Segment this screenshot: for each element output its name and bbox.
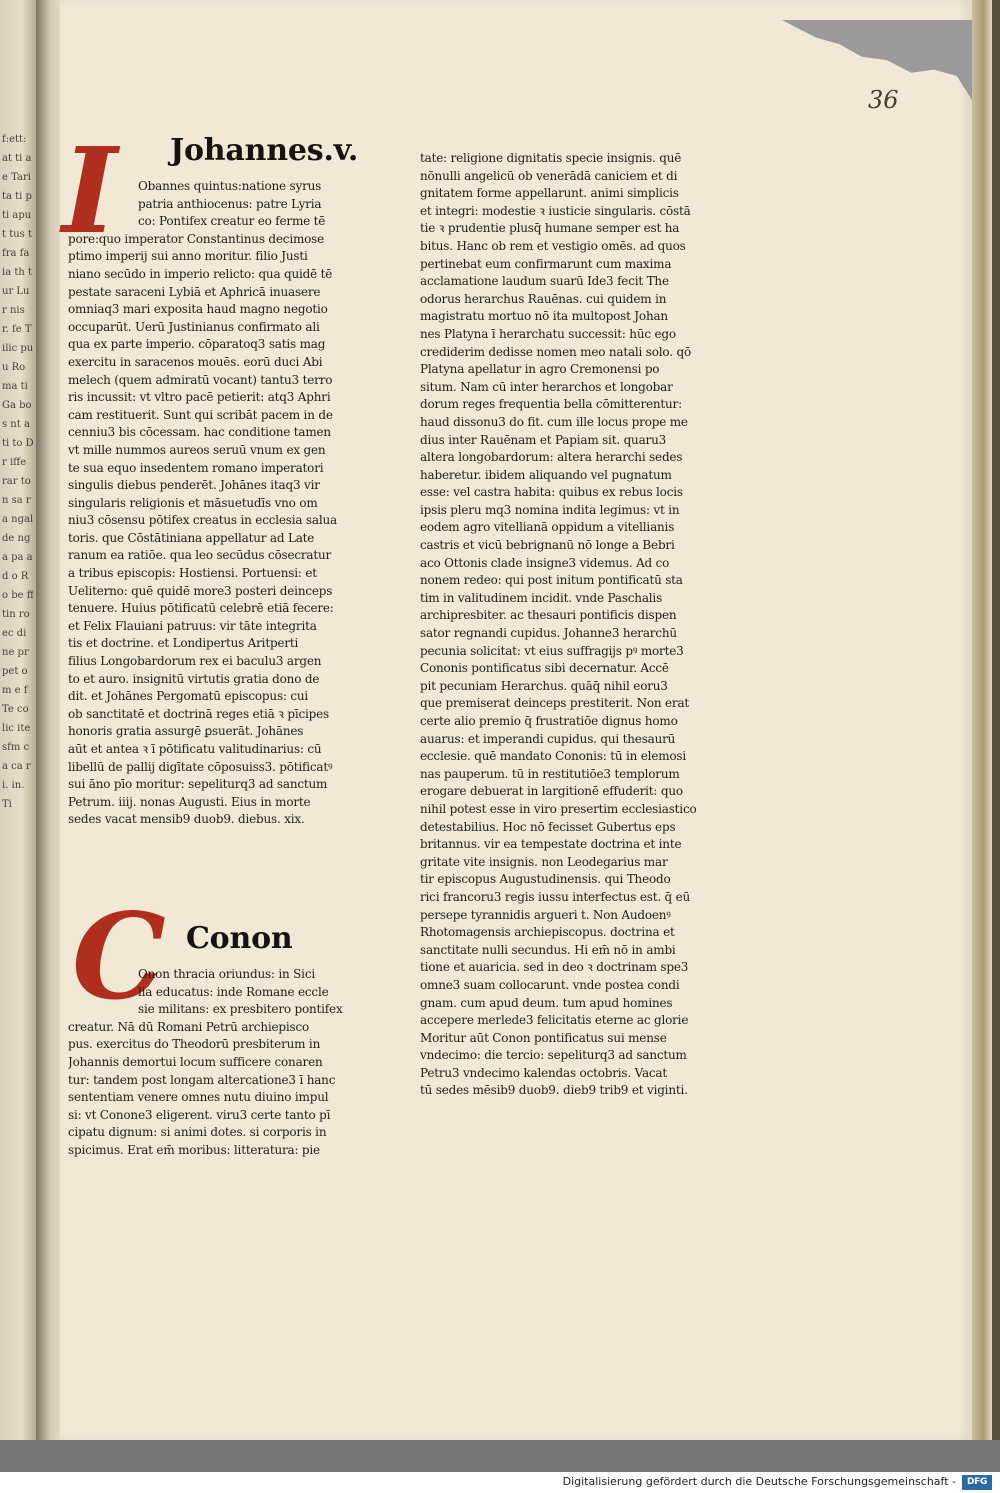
text-line: pestate saraceni Lybiā et Aphricā inuasere [68,284,321,299]
text-line: pecunia solicitat: vt eius suffragijs pꝰ morte3 [420,643,684,658]
text-line: dius inter Rauēnam et Papiam sit. quaru3 [420,432,667,447]
text-line: tim in valitudinem incidit. vnde Paschalis [420,590,663,605]
text-line: magistratu mortuo nō ita multopost Johan [420,309,668,324]
text-line: et Felix Flauiani patruus: vir tāte integrita [68,618,317,633]
book-cover-edge [992,0,1000,1440]
text-line: creatur. Nā dū Romani Petrū archiepisco [68,1019,310,1034]
text-line: detestabilius. Hoc nō fecisset Gubertus eps [420,819,676,834]
text-line: gnitatem forme appellarunt. animi simplicis [420,186,679,201]
text-line: aco Ottonis clade insigne3 videmus. Ad co [420,555,670,570]
text-line: patria anthiocenus: patre Lyria [138,196,322,211]
text-line: haberetur. ibidem aliquando vel pugnatum [420,467,672,482]
text-line: cam restituerit. Sunt qui scribāt pacem in de [68,407,333,422]
text-line: ris incussit: vt vltro pacē petierit: atq3 Aphri [68,390,331,405]
text-line: nonem redeo: qui post initum pontificatū sta [420,573,683,588]
text-line: tie ꝛ prudentie plusq̄ humane semper est ha [420,221,680,236]
text-line: tate: religione dignitatis specie insignis. quē [420,151,682,165]
text-line: filius Longobardorum rex ei baculu3 argen [68,654,322,669]
text-line: archipresbiter. ac thesauri pontificis dispen [420,608,677,623]
text-line: niano secūdo in imperio relicto: qua quidē tē [68,266,333,281]
conon-text-continued [420,150,756,1100]
text-line: Platyna apellatur in agro Cremonensi po [420,362,660,377]
text-line: esse: vel castra habita: quibus ex rebus locis [420,485,683,500]
text-line: cenniu3 bis cōcessam. hac conditione tamen [68,425,331,440]
text-line: honoris gratia assurgē ꝑsuerāt. Johānes [68,724,304,739]
text-line: Moritur aūt Conon pontificatus sui mense [420,1030,667,1045]
credit-text: Digitalisierung gefördert durch die Deutsche Forschungsgemeinschaft - [562,1475,956,1488]
text-line: castris et vicū bebrignanū nō longe a Bebri [420,538,675,553]
text-line: Rhotomagensis archiepiscopus. doctrina et [420,925,675,940]
text-line: dorum reges frequentia bella cōmitterentur: [420,397,682,412]
text-line: singulis diebus penderēt. Johānes itaq3 vir [68,478,320,493]
text-line: Johannis demortui locum sufficere conaren [68,1054,323,1069]
text-line: spicimus. Erat em̄ moribus: litteratura: pie [68,1142,320,1157]
text-line: altera longobardorum: altera herarchi sedes [420,450,683,465]
johannes-text [68,178,404,829]
text-line: a tribus episcopis: Hostiensi. Portuensi: et [68,566,317,581]
text-line: tur: tandem post longam altercatione3 ī hanc [68,1072,336,1087]
text-line: eodem agro vitellianā oppidum a vitellianis [420,520,675,535]
text-line: omne3 suam collocarunt. vnde postea condi [420,977,680,992]
text-line: cipatu dignum: si animi dotes. si corporis in [68,1125,327,1140]
text-line: sie militans: ex presbitero pontifex [138,1002,343,1017]
text-line: Onon thracia oriundus: in Sici [138,967,315,981]
text-line: sator regnandi cupidus. Johanne3 herarchū [420,626,677,641]
text-line: odorus herarchus Rauēnas. cui quidem in [420,291,667,306]
text-line: auarus: et imperandi cupidus. qui thesaurū [420,731,676,746]
text-line: situm. Nam cū inter herarchos et longobar [420,379,673,394]
column-right [420,150,756,1100]
text-line: certe alio premio q̄ frustratiōe dignus homo [420,714,678,728]
text-line: et integri: modestie ꝛ iusticie singularis. cōstā [420,203,691,218]
dfg-logo: DFG [962,1475,992,1490]
text-line: ranum ea ratiōe. qua leo secūdus cōsecratur [68,548,332,563]
text-line: Cononis pontificatus sibi decernatur. Accē [420,661,669,676]
text-line: omniaq3 mari exposita haud magno negotio [68,302,328,317]
text-line: haud dissonu3 do fit. cum ille locus prope me [420,414,688,429]
text-line: sententiam venere omnes nutu diuino impul [68,1090,329,1105]
text-line: nes Platyna ī herarchatu successit: hūc ego [420,326,676,341]
text-line: niu3 cōsensu pōtifex creatus in ecclesia salua [68,513,337,528]
text-line: pertinebat eum confirmarunt cum maxima [420,256,672,271]
text-line: co: Pontifex creatur eo ferme tē [138,214,326,229]
text-line: nihil potest esse in viro presertim ecclesiastico [420,801,697,816]
text-line: rici francoru3 regis iussu interfectus est. q̄ eū [420,889,691,904]
text-line: tū sedes mēsib9 duob9. dieb9 trib9 et viginti. [420,1083,688,1098]
text-line: sanctitate nulli secundus. Hi em̄ nō in ambi [420,942,676,957]
text-line: accepere merlede3 felicitatis eterne ac glorie [420,1013,689,1028]
text-line: pore:quo imperator Constantinus decimose [68,231,325,246]
column-left-lower [68,912,404,1160]
text-line: tis et doctrine. et Londipertus Aritperti [68,636,299,651]
text-line: sedes vacat mensib9 duob9. diebus. xix. [68,812,305,827]
text-line: ptimo imperij sui anno moritur. filio Justi [68,249,308,264]
heading-johannes: Johannes.v. [170,133,359,168]
text-line: lia educatus: inde Romane eccle [138,984,329,999]
scan-bottom-margin [0,1440,1000,1472]
text-line: Obannes quintus:natione syrus [138,179,322,193]
text-line: qua ex parte imperio. cōparatoq3 satis mag [68,337,326,352]
text-line: nas pauperum. tū in restitutiōe3 templorum [420,766,680,781]
text-line: dit. et Johānes Pergomatū episcopus: cui [68,689,309,704]
text-line: tenuere. Huius pōtificatū celebrē etiā fecere: [68,601,334,616]
red-initial-i: I [62,121,118,260]
text-line: que premiserat deinceps prestiterit. Non erat [420,696,690,711]
text-line: toris. que Cōstātiniana appellatur ad Late [68,530,315,545]
text-line: si: vt Conone3 eligerent. viru3 certe tanto pī [68,1107,331,1122]
text-line: tione et auaricia. sed in deo ꝛ doctrinam spe3 [420,960,689,975]
text-line: Ueliterno: quē quidē more3 posteri deinceps [68,583,333,598]
text-line: exercitu in saracenos mouēs. eorū duci Abi [68,354,323,369]
text-line: occuparūt. Uerū Justinianus confirmato ali [68,319,320,334]
text-line: crediderim dedisse nomen meo natali solo. qō [420,344,691,359]
text-line: Petrum. iiij. nonas Augusti. Eius in morte [68,794,311,809]
text-line: to et auro. insignitū virtutis gratia dono de [68,671,320,686]
text-line: Petru3 vndecimo kalendas octobris. Vacat [420,1065,667,1080]
text-line: ipsis pleru mq3 nomina indita legimus: vt in [420,502,680,517]
text-line: ecclesie. quē mandato Cononis: tū in elemosi [420,749,687,764]
text-line: ob sanctitatē et doctrinā reges etiā ꝛ pīcipes [68,706,329,721]
text-line: nōnulli angelicū ob venerādā caniciem et di [420,168,678,183]
text-line: vt mille nummos aureos seruū vnum ex gen [68,442,326,457]
text-line: gnam. cum apud deum. tum apud homines [420,995,673,1010]
conon-text [68,966,404,1160]
text-line: libellū de pallij digītate cōposuiss3. pōtificatꝰ [68,759,333,774]
text-line: sui āno pīo moritur: sepeliturq3 ad sanctum [68,777,328,792]
text-line: singularis religionis et māsuetudīs vno om [68,495,318,510]
text-line: persepe tyrannidis argueri t. Non Audoenꝰ [420,907,671,922]
text-line: pit pecuniam Herarchus. quāq̄ nihil eoru3 [420,678,668,693]
text-line: te sua equo insedentem romano imperatori [68,460,324,475]
text-line: britannus. vir ea tempestate doctrina et inte [420,837,682,852]
facing-page-text-fragment: f:ett: at ti a e Tari ta ti pti aput tus t fra fa ia th tur Lur nis r. fe Tilic pu u Ro ma ti Ga bos nt a ti to Dr iffe rar ton sa ra ngal de ng a pa ad o Ro be ff tin ro ec di ne pr pet o m e f Te co lic ite sfm ca ca ri. in. Ti [2,134,34,810]
text-line: melech (quem admiratū vocant) tantu3 terro [68,372,333,387]
text-line: vndecimo: die tercio: sepeliturq3 ad sanctum [420,1048,687,1063]
text-line: acclamatione laudum suarū Ide3 fecit The [420,274,669,289]
text-line: erogare debuerat in largitionē effuderit: quo [420,784,683,799]
text-line: pus. exercitus do Theodorū presbiterum in [68,1037,321,1052]
text-line: aūt et antea ꝛ ī pōtificatu valitudinarius: cū [68,742,322,756]
digitization-credit-bar [0,1472,1000,1493]
folio-number: 36 [868,86,899,114]
text-line: tir episcopus Augustudinensis. qui Theodo [420,872,671,887]
facing-page-edge [0,0,36,1472]
heading-conon: Conon [186,921,293,956]
red-initial-c: C [72,887,166,1026]
text-line: gritate vite insignis. non Leodegarius mar [420,854,668,869]
text-line: bitus. Hanc ob rem et vestigio omēs. ad quos [420,238,686,253]
column-left [68,132,404,829]
